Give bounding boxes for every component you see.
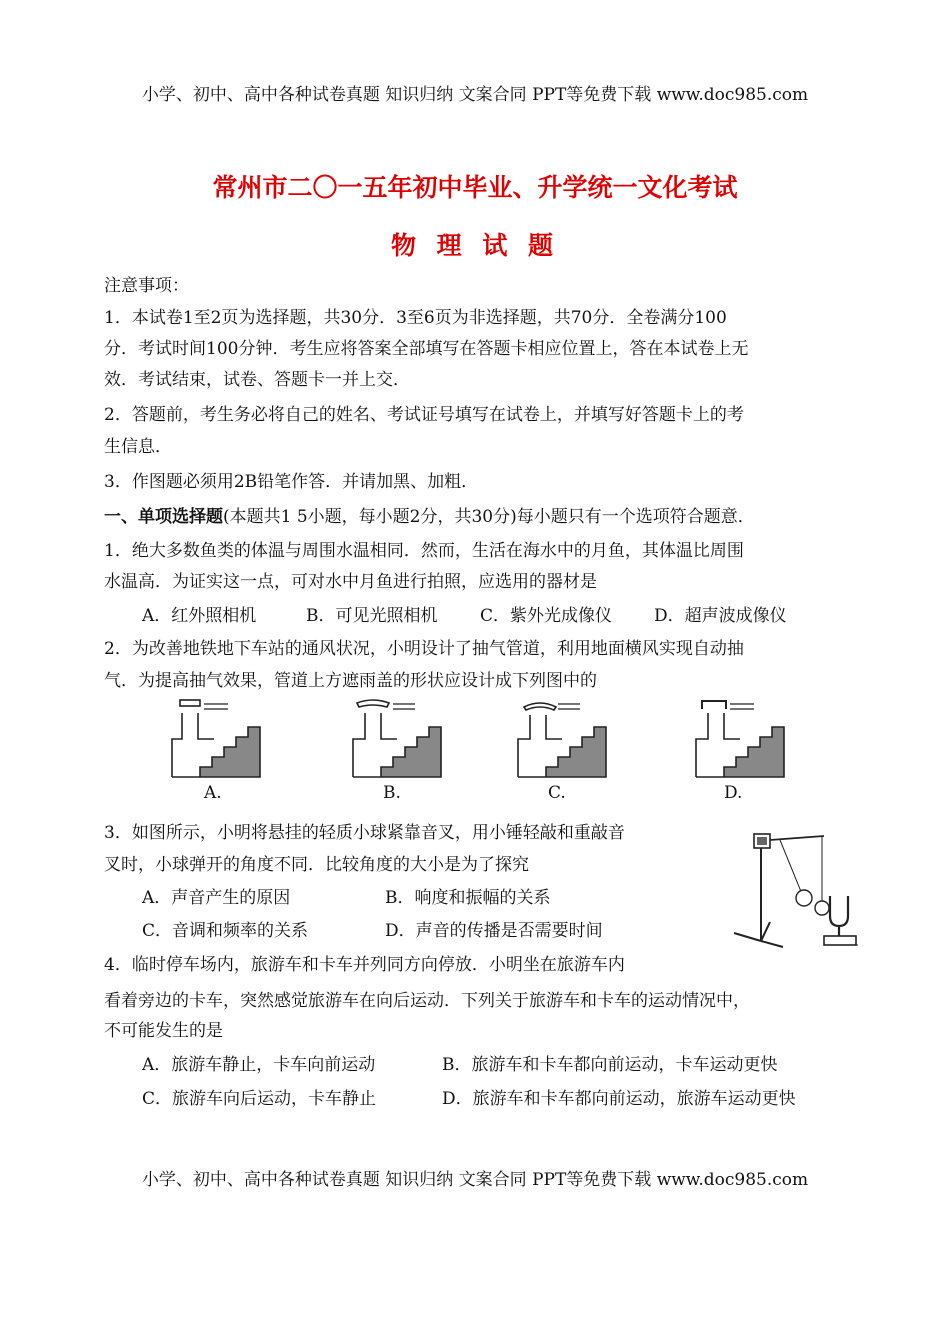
q2-figure-label-a: A. xyxy=(204,783,222,803)
question-1-line: 水温高．为证实这一点，可对水中月鱼进行拍照，应选用的器材是 xyxy=(104,572,597,592)
vent-figure-c xyxy=(512,697,612,781)
notes-line: 3．作图题必须用2B铅笔作答．并请加黑、加粗． xyxy=(104,472,479,492)
q4-option-b: B．旅游车和卡车都向前运动，卡车运动更快 xyxy=(442,1055,778,1075)
section-desc: (本题共1 5小题，每小题2分，共30分)每小题只有一个选项符合题意． xyxy=(223,507,755,527)
question-3-line: 3．如图所示，小明将悬挂的轻质小球紧靠音叉，用小锤轻敲和重敲音 xyxy=(104,823,625,843)
vent-figure-a xyxy=(164,697,264,781)
q3-option-d: D．声音的传播是否需要时间 xyxy=(385,921,603,941)
question-1-line: 1．绝大多数鱼类的体温与周围水温相同．然而，生活在海水中的月鱼，其体温比周围 xyxy=(104,541,744,561)
notes-line: 1．本试卷1至2页为选择题，共30分．3至6页为非选择题，共70分．全卷满分100 xyxy=(104,308,727,328)
q3-option-a: A．声音产生的原因 xyxy=(142,888,291,908)
notes-line: 生信息． xyxy=(104,437,172,457)
question-3-line: 叉时，小球弹开的角度不同．比较角度的大小是为了探究 xyxy=(104,855,529,875)
q2-figure-label-c: C. xyxy=(548,783,566,803)
q4-option-d: D．旅游车和卡车都向前运动，旅游车运动更快 xyxy=(442,1089,796,1109)
notes-line: 分．考试时间100分钟．考生应将答案全部填写在答题卡相应位置上，答在本试卷上无 xyxy=(104,339,749,359)
vent-figure-b xyxy=(347,697,447,781)
q1-option-b: B．可见光照相机 xyxy=(306,606,438,626)
section-label: 一、单项选择题 xyxy=(104,507,223,527)
q3-option-c: C．音调和频率的关系 xyxy=(142,921,309,941)
q4-option-c: C．旅游车向后运动，卡车静止 xyxy=(142,1089,377,1109)
notes-heading: 注意事项： xyxy=(104,276,189,296)
page-footer: 小学、初中、高中各种试卷真题 知识归纳 文案合同 PPT等免费下载 www.doc985.com xyxy=(141,1170,809,1190)
question-4-line: 4．临时停车场内，旅游车和卡车并列同方向停放．小明坐在旅游车内 xyxy=(104,955,625,975)
notes-line: 2．答题前，考生务必将自己的姓名、考试证号填写在试卷上，并填写好答题卡上的考 xyxy=(104,405,744,425)
question-2-line: 2．为改善地铁地下车站的通风状况，小明设计了抽气管道，利用地面横风实现自动抽 xyxy=(104,639,744,659)
tuning-fork-apparatus-figure xyxy=(728,826,862,952)
q2-figure-label-b: B. xyxy=(383,783,401,803)
q1-option-c: C．紫外光成像仪 xyxy=(480,606,613,626)
question-4-line: 不可能发生的是 xyxy=(104,1021,223,1041)
exam-title: 常州市二〇一五年初中毕业、升学统一文化考试 xyxy=(212,173,738,202)
exam-subtitle: 物 理 试 题 xyxy=(390,231,560,260)
question-4-line: 看着旁边的卡车，突然感觉旅游车在向后运动．下列关于旅游车和卡车的运动情况中， xyxy=(104,991,750,1011)
vent-figure-d xyxy=(690,697,790,781)
q2-figure-label-d: D. xyxy=(724,783,743,803)
question-2-line: 气．为提高抽气效果，管道上方遮雨盖的形状应设计成下列图中的 xyxy=(104,671,597,691)
page-header: 小学、初中、高中各种试卷真题 知识归纳 文案合同 PPT等免费下载 www.doc985.com xyxy=(141,85,809,105)
notes-line: 效．考试结束，试卷、答题卡一并上交． xyxy=(104,370,410,390)
q1-option-d: D．超声波成像仪 xyxy=(654,606,787,626)
q4-option-a: A．旅游车静止，卡车向前运动 xyxy=(142,1055,376,1075)
section-heading xyxy=(104,502,755,527)
q1-option-a: A．红外照相机 xyxy=(142,606,257,626)
q3-option-b: B．响度和振幅的关系 xyxy=(385,888,551,908)
